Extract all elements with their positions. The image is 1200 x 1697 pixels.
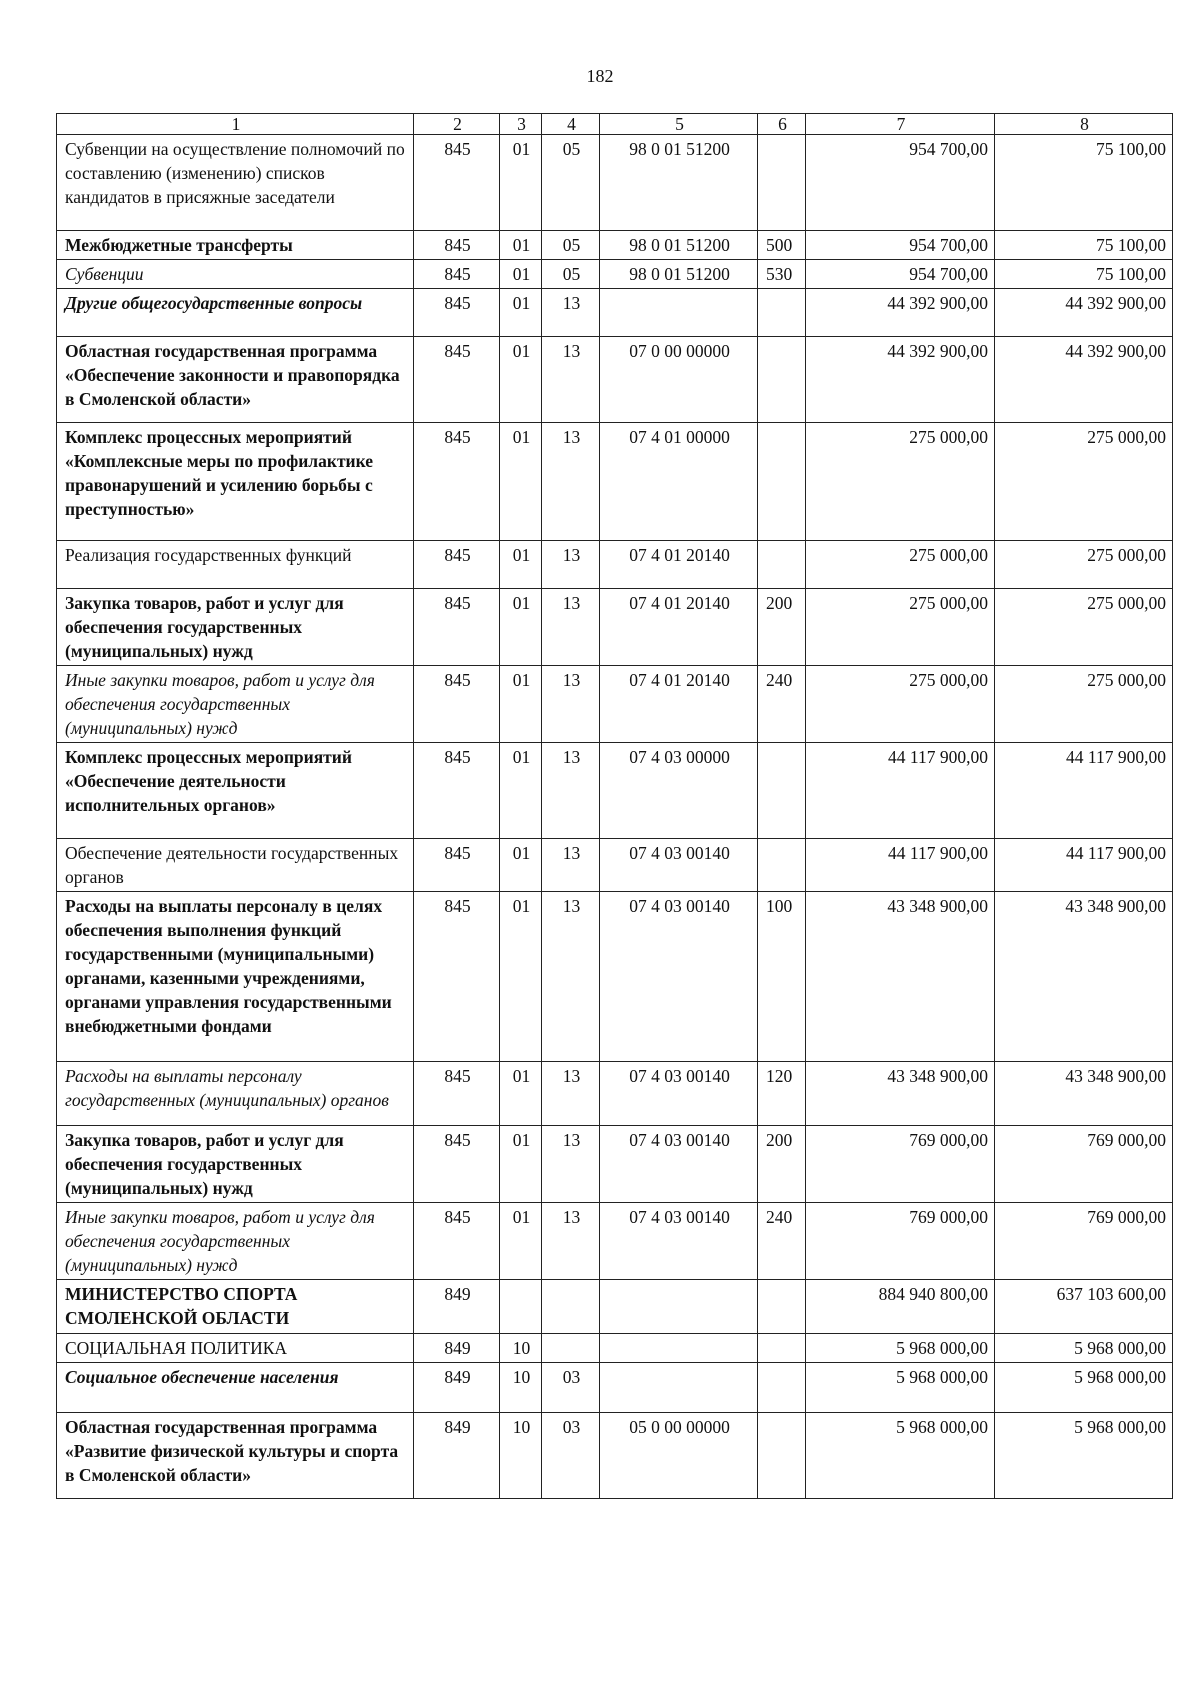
ministry-code: 845 xyxy=(414,135,500,231)
target-article-code: 07 4 03 00140 xyxy=(600,892,758,1062)
section-code: 10 xyxy=(500,1363,542,1413)
row-name: Социальное обеспечение населения xyxy=(57,1363,414,1413)
subsection-code: 03 xyxy=(542,1413,600,1499)
row-name: Расходы на выплаты персоналу государственных (муниципальных) органов xyxy=(57,1062,414,1126)
expense-type-code: 120 xyxy=(758,1062,806,1126)
expense-type-code xyxy=(758,839,806,892)
ministry-code: 845 xyxy=(414,1062,500,1126)
amount-year-2: 275 000,00 xyxy=(995,666,1173,743)
section-code: 01 xyxy=(500,1126,542,1203)
row-name: Областная государственная программа «Обеспечение законности и правопорядка в Смоленской области» xyxy=(57,337,414,423)
section-code: 01 xyxy=(500,289,542,337)
table-row xyxy=(57,1062,1173,1126)
target-article-code: 07 0 00 00000 xyxy=(600,337,758,423)
amount-year-2: 43 348 900,00 xyxy=(995,892,1173,1062)
amount-year-1: 275 000,00 xyxy=(806,666,995,743)
table-row xyxy=(57,289,1173,337)
amount-year-2: 5 968 000,00 xyxy=(995,1363,1173,1413)
amount-year-1: 5 968 000,00 xyxy=(806,1363,995,1413)
amount-year-2: 44 392 900,00 xyxy=(995,289,1173,337)
ministry-code: 849 xyxy=(414,1280,500,1334)
row-name: Реализация государственных функций xyxy=(57,541,414,589)
expense-type-code: 100 xyxy=(758,892,806,1062)
ministry-code: 849 xyxy=(414,1413,500,1499)
row-name: Комплекс процессных мероприятий «Обеспечение деятельности исполнительных органов» xyxy=(57,743,414,839)
amount-year-2: 43 348 900,00 xyxy=(995,1062,1173,1126)
amount-year-1: 44 117 900,00 xyxy=(806,839,995,892)
target-article-code: 98 0 01 51200 xyxy=(600,135,758,231)
amount-year-2: 75 100,00 xyxy=(995,231,1173,260)
row-name: МИНИСТЕРСТВО СПОРТА СМОЛЕНСКОЙ ОБЛАСТИ xyxy=(57,1280,414,1334)
amount-year-1: 884 940 800,00 xyxy=(806,1280,995,1334)
column-header-5: 5 xyxy=(600,114,758,135)
amount-year-2: 5 968 000,00 xyxy=(995,1334,1173,1363)
header-row xyxy=(57,114,1173,135)
target-article-code: 07 4 01 20140 xyxy=(600,589,758,666)
amount-year-1: 43 348 900,00 xyxy=(806,1062,995,1126)
amount-year-1: 5 968 000,00 xyxy=(806,1334,995,1363)
ministry-code: 849 xyxy=(414,1363,500,1413)
table-row xyxy=(57,1413,1173,1499)
ministry-code: 845 xyxy=(414,892,500,1062)
target-article-code: 07 4 01 00000 xyxy=(600,423,758,541)
section-code: 01 xyxy=(500,1062,542,1126)
target-article-code: 07 4 03 00140 xyxy=(600,1062,758,1126)
expense-type-code xyxy=(758,135,806,231)
table-row xyxy=(57,839,1173,892)
row-name: Субвенции xyxy=(57,260,414,289)
row-name: Комплекс процессных мероприятий «Комплексные меры по профилактике правонарушений и усилению борьбы с преступностью» xyxy=(57,423,414,541)
page-number: 182 xyxy=(586,66,614,86)
amount-year-2: 75 100,00 xyxy=(995,260,1173,289)
ministry-code: 845 xyxy=(414,337,500,423)
amount-year-2: 275 000,00 xyxy=(995,423,1173,541)
subsection-code: 13 xyxy=(542,589,600,666)
subsection-code: 13 xyxy=(542,1126,600,1203)
section-code: 10 xyxy=(500,1334,542,1363)
ministry-code: 845 xyxy=(414,423,500,541)
table-row xyxy=(57,337,1173,423)
amount-year-1: 954 700,00 xyxy=(806,135,995,231)
section-code: 01 xyxy=(500,260,542,289)
target-article-code xyxy=(600,1334,758,1363)
subsection-code: 13 xyxy=(542,839,600,892)
row-name: Субвенции на осуществление полномочий по составлению (изменению) списков кандидатов в присяжные заседатели xyxy=(57,135,414,231)
row-name: Закупка товаров, работ и услуг для обеспечения государственных (муниципальных) нужд xyxy=(57,1126,414,1203)
table-row xyxy=(57,1280,1173,1334)
subsection-code: 13 xyxy=(542,337,600,423)
expense-type-code: 200 xyxy=(758,589,806,666)
amount-year-1: 44 117 900,00 xyxy=(806,743,995,839)
table-row xyxy=(57,1203,1173,1280)
section-code: 01 xyxy=(500,589,542,666)
target-article-code xyxy=(600,1363,758,1413)
section-code: 01 xyxy=(500,1203,542,1280)
target-article-code: 98 0 01 51200 xyxy=(600,231,758,260)
column-header-6: 6 xyxy=(758,114,806,135)
row-name: СОЦИАЛЬНАЯ ПОЛИТИКА xyxy=(57,1334,414,1363)
expense-type-code xyxy=(758,1334,806,1363)
table-row xyxy=(57,743,1173,839)
table-row xyxy=(57,423,1173,541)
ministry-code: 845 xyxy=(414,1126,500,1203)
table-row xyxy=(57,589,1173,666)
table-row xyxy=(57,1126,1173,1203)
ministry-code: 845 xyxy=(414,839,500,892)
column-header-8: 8 xyxy=(995,114,1173,135)
ministry-code: 845 xyxy=(414,289,500,337)
budget-table xyxy=(56,113,1173,1499)
amount-year-1: 275 000,00 xyxy=(806,541,995,589)
ministry-code: 845 xyxy=(414,1203,500,1280)
target-article-code: 07 4 01 20140 xyxy=(600,541,758,589)
subsection-code: 05 xyxy=(542,231,600,260)
expense-type-code xyxy=(758,743,806,839)
row-name: Иные закупки товаров, работ и услуг для обеспечения государственных (муниципальных) нужд xyxy=(57,666,414,743)
target-article-code: 07 4 03 00140 xyxy=(600,1203,758,1280)
subsection-code: 13 xyxy=(542,1203,600,1280)
table-row xyxy=(57,231,1173,260)
subsection-code: 13 xyxy=(542,743,600,839)
amount-year-1: 769 000,00 xyxy=(806,1126,995,1203)
section-code: 01 xyxy=(500,839,542,892)
amount-year-2: 275 000,00 xyxy=(995,589,1173,666)
section-code: 01 xyxy=(500,892,542,1062)
expense-type-code: 530 xyxy=(758,260,806,289)
table-row xyxy=(57,260,1173,289)
target-article-code: 07 4 03 00140 xyxy=(600,1126,758,1203)
section-code: 01 xyxy=(500,743,542,839)
amount-year-1: 5 968 000,00 xyxy=(806,1413,995,1499)
amount-year-2: 44 117 900,00 xyxy=(995,743,1173,839)
section-code: 01 xyxy=(500,135,542,231)
section-code: 01 xyxy=(500,423,542,541)
amount-year-2: 769 000,00 xyxy=(995,1126,1173,1203)
expense-type-code: 240 xyxy=(758,1203,806,1280)
section-code xyxy=(500,1280,542,1334)
expense-type-code xyxy=(758,1363,806,1413)
table-row xyxy=(57,541,1173,589)
subsection-code: 13 xyxy=(542,541,600,589)
target-article-code xyxy=(600,1280,758,1334)
section-code: 10 xyxy=(500,1413,542,1499)
table-row xyxy=(57,135,1173,231)
row-name: Другие общегосударственные вопросы xyxy=(57,289,414,337)
expense-type-code xyxy=(758,541,806,589)
table-row xyxy=(57,666,1173,743)
target-article-code xyxy=(600,289,758,337)
amount-year-2: 637 103 600,00 xyxy=(995,1280,1173,1334)
subsection-code: 13 xyxy=(542,423,600,541)
column-header-2: 2 xyxy=(414,114,500,135)
table-body xyxy=(57,114,1173,1499)
amount-year-1: 275 000,00 xyxy=(806,423,995,541)
amount-year-1: 275 000,00 xyxy=(806,589,995,666)
expense-type-code: 240 xyxy=(758,666,806,743)
row-name: Иные закупки товаров, работ и услуг для обеспечения государственных (муниципальных) нужд xyxy=(57,1203,414,1280)
section-code: 01 xyxy=(500,337,542,423)
ministry-code: 845 xyxy=(414,743,500,839)
ministry-code: 845 xyxy=(414,260,500,289)
ministry-code: 845 xyxy=(414,541,500,589)
amount-year-1: 954 700,00 xyxy=(806,260,995,289)
ministry-code: 849 xyxy=(414,1334,500,1363)
expense-type-code xyxy=(758,1413,806,1499)
subsection-code xyxy=(542,1280,600,1334)
subsection-code xyxy=(542,1334,600,1363)
target-article-code: 05 0 00 00000 xyxy=(600,1413,758,1499)
column-header-7: 7 xyxy=(806,114,995,135)
amount-year-2: 275 000,00 xyxy=(995,541,1173,589)
subsection-code: 13 xyxy=(542,1062,600,1126)
expense-type-code xyxy=(758,289,806,337)
table-row xyxy=(57,1334,1173,1363)
amount-year-2: 769 000,00 xyxy=(995,1203,1173,1280)
table-row xyxy=(57,892,1173,1062)
row-name: Областная государственная программа «Развитие физической культуры и спорта в Смоленской области» xyxy=(57,1413,414,1499)
section-code: 01 xyxy=(500,231,542,260)
amount-year-1: 44 392 900,00 xyxy=(806,289,995,337)
ministry-code: 845 xyxy=(414,589,500,666)
amount-year-2: 44 392 900,00 xyxy=(995,337,1173,423)
expense-type-code: 200 xyxy=(758,1126,806,1203)
ministry-code: 845 xyxy=(414,231,500,260)
expense-type-code: 500 xyxy=(758,231,806,260)
table-row xyxy=(57,1363,1173,1413)
subsection-code: 13 xyxy=(542,666,600,743)
section-code: 01 xyxy=(500,666,542,743)
column-header-1: 1 xyxy=(57,114,414,135)
column-header-3: 3 xyxy=(500,114,542,135)
row-name: Обеспечение деятельности государственных органов xyxy=(57,839,414,892)
target-article-code: 07 4 01 20140 xyxy=(600,666,758,743)
target-article-code: 98 0 01 51200 xyxy=(600,260,758,289)
subsection-code: 13 xyxy=(542,289,600,337)
amount-year-2: 75 100,00 xyxy=(995,135,1173,231)
target-article-code: 07 4 03 00140 xyxy=(600,839,758,892)
amount-year-1: 954 700,00 xyxy=(806,231,995,260)
expense-type-code xyxy=(758,1280,806,1334)
subsection-code: 05 xyxy=(542,260,600,289)
subsection-code: 13 xyxy=(542,892,600,1062)
amount-year-1: 44 392 900,00 xyxy=(806,337,995,423)
ministry-code: 845 xyxy=(414,666,500,743)
column-header-4: 4 xyxy=(542,114,600,135)
amount-year-2: 44 117 900,00 xyxy=(995,839,1173,892)
subsection-code: 03 xyxy=(542,1363,600,1413)
subsection-code: 05 xyxy=(542,135,600,231)
row-name: Межбюджетные трансферты xyxy=(57,231,414,260)
row-name: Расходы на выплаты персоналу в целях обеспечения выполнения функций государственными (муниципальными) органами, казенными учреждениями, органами управления государственными внебюджетными фондами xyxy=(57,892,414,1062)
amount-year-1: 769 000,00 xyxy=(806,1203,995,1280)
section-code: 01 xyxy=(500,541,542,589)
expense-type-code xyxy=(758,423,806,541)
row-name: Закупка товаров, работ и услуг для обеспечения государственных (муниципальных) нужд xyxy=(57,589,414,666)
expense-type-code xyxy=(758,337,806,423)
amount-year-1: 43 348 900,00 xyxy=(806,892,995,1062)
target-article-code: 07 4 03 00000 xyxy=(600,743,758,839)
amount-year-2: 5 968 000,00 xyxy=(995,1413,1173,1499)
